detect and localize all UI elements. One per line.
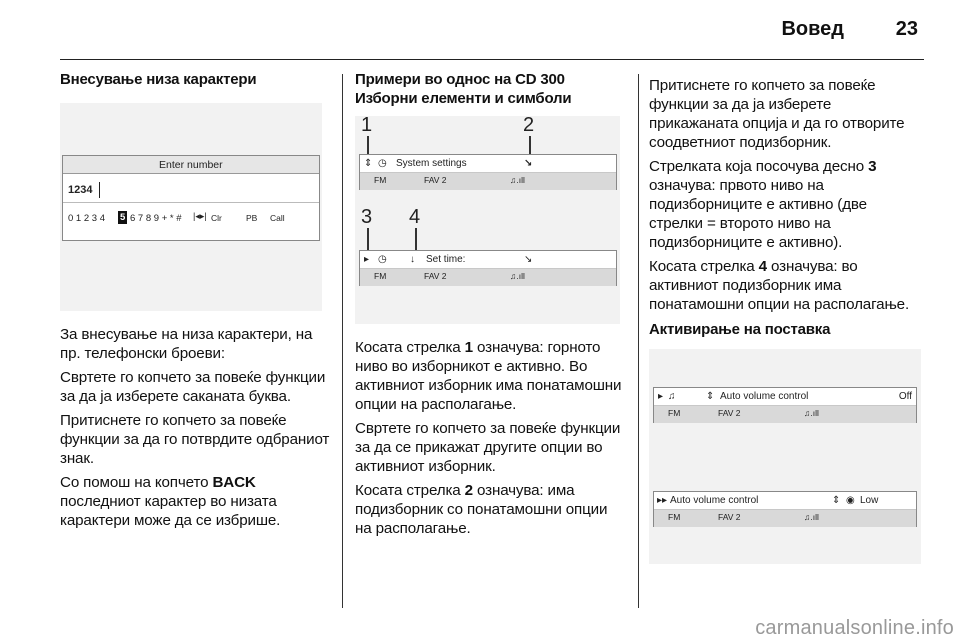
entered-number: 1234 (68, 184, 93, 196)
menu-screen-2 (359, 250, 617, 286)
page-number: 23 (895, 18, 918, 40)
paragraph: Косата стрелка 4 означува: во активниот подизборник има понатамошни опции на располагање. (649, 258, 910, 313)
charset-right: 6 7 8 9 + * # (130, 213, 182, 224)
setting-label: Auto volume control (720, 391, 809, 402)
menu-label: Set time: (426, 254, 466, 265)
updown-icon: ⇕ (364, 158, 373, 169)
call-button: Call (270, 213, 285, 223)
band-label: FM (668, 512, 681, 522)
paragraph: Притиснете го копчето за повеќе функции за да го потврдите одбраниот знак. (60, 412, 330, 467)
column-middle (355, 70, 627, 538)
text-cursor (99, 182, 100, 198)
section-heading: Примери во однос на CD 300 (355, 71, 565, 88)
preset-label: FAV 2 (718, 512, 741, 522)
submenu-arrow-icon: ↘ (524, 158, 533, 169)
band-label: FM (374, 271, 387, 281)
section-heading: Внесување низа карактери (60, 71, 257, 88)
cursor-arrows-icon: |◂▸| (193, 211, 207, 221)
charset-left: 0 1 2 3 4 (68, 213, 105, 224)
submenu-arrow-icon: ↘ (524, 254, 533, 265)
preset-label: FAV 2 (424, 271, 447, 281)
setting-screen-2 (653, 491, 917, 527)
figure-activate-setting (649, 349, 921, 564)
setting-value: Low (860, 495, 879, 506)
charset-selected: 5 (120, 212, 126, 223)
setting-label: Auto volume control (670, 495, 759, 506)
paragraph: Со помош на копчето BACK последниот карактер во низата карактери може да се избрише. (60, 474, 281, 529)
setting-value: Off (898, 391, 912, 402)
screen-title: Enter number (159, 159, 223, 171)
menu-label: System settings (396, 158, 467, 169)
signal-icon: ♫.ıll (510, 175, 525, 185)
menu-screen-1 (359, 154, 617, 190)
preset-label: FAV 2 (718, 408, 741, 418)
down-arrow-icon: ↓ (410, 254, 415, 265)
signal-icon: ♫.ıll (804, 512, 819, 522)
paragraph: Косата стрелка 2 означува: има подизборник со понатамошни опции на располагање. (355, 482, 608, 537)
clr-button: Clr (211, 213, 222, 223)
clock-icon: ◷ (378, 254, 387, 265)
paragraph: Свртете го копчето за повеќе функции за да се прикажат другите опции во активниот изборник. (355, 420, 621, 475)
paragraph: Косата стрелка 1 означува: горното ниво во изборникот е активно. Во активниот изборник има понатамошни опции на располагање. (355, 339, 622, 413)
updown-icon: ⇕ (832, 495, 841, 506)
signal-icon: ♫.ıll (510, 271, 525, 281)
preset-label: FAV 2 (424, 175, 447, 185)
section-subheading: Изборни елементи и симболи (355, 90, 572, 107)
column-right (649, 76, 921, 564)
music-note-icon: ♫ (668, 391, 676, 402)
band-label: FM (668, 408, 681, 418)
callout-2: 2 (523, 114, 535, 136)
column-divider (342, 74, 343, 608)
callout-4: 4 (409, 206, 421, 228)
updown-icon: ⇕ (706, 391, 715, 402)
paragraph: Притиснете го копчето за повеќе функции за да ја изберете прикажаната опција и да го отворите соодветниот подизборник. (649, 77, 905, 151)
clock-icon: ◷ (378, 158, 387, 169)
figure-enter-number (60, 103, 322, 311)
page-title: Вовед (781, 18, 844, 40)
band-label: FM (374, 175, 387, 185)
page-header (60, 0, 924, 60)
paragraph: Свртете го копчето за повеќе функции за да ја изберете саканата буква. (60, 369, 326, 405)
double-right-arrow-icon: ▸▸ (657, 495, 668, 506)
callout-1: 1 (361, 114, 373, 136)
column-divider (638, 74, 639, 608)
right-arrow-icon: ▸ (364, 254, 370, 265)
section-heading: Активирање на поставка (649, 321, 831, 338)
paragraph: За внесување на низа карактери, на пр. телефонски броеви: (60, 326, 313, 362)
figure-menu-symbols (355, 116, 620, 324)
setting-screen-1 (653, 387, 917, 423)
signal-icon: ♫.ıll (804, 408, 819, 418)
watermark: carmanualsonline.info (755, 617, 954, 639)
callout-3: 3 (361, 206, 373, 228)
paragraph: Стрелката која посочува десно 3 означува: првото ниво на подизборниците е активно (две стрелки = второто ниво на подизборниците е активно). (649, 158, 877, 251)
pb-button: PB (246, 213, 258, 223)
column-left (60, 70, 332, 530)
right-arrow-icon: ▸ (658, 391, 664, 402)
display-screen (62, 155, 320, 241)
radio-selected-icon: ◉ (846, 495, 855, 506)
